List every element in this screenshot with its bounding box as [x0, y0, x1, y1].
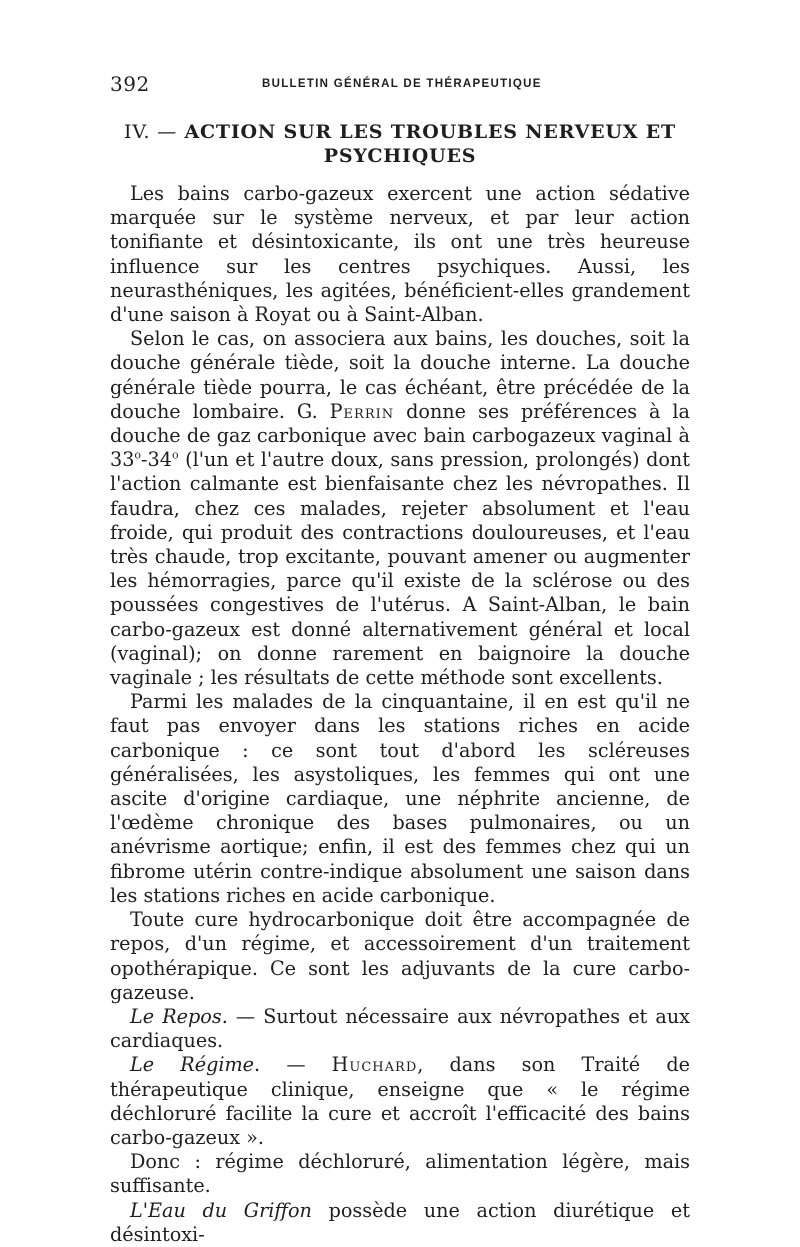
- running-header: [110, 72, 690, 100]
- paragraph-6: [110, 1053, 690, 1150]
- paragraph-7: Donc : régime déchloruré, alimentation légère, mais suffisante.: [110, 1150, 690, 1198]
- paragraph-1: Les bains carbo-gazeux exercent une action sédative marquée sur le système nerveux, et par leur action tonifiante et désintoxicante, ils ont une très heureuse influence sur les centres psychiques. Aussi, les neurasthéniques, les agitées, bénéficient-elles grandement d'une saison à Royat ou à Saint-Alban.: [110, 182, 690, 327]
- regime-text: , dans son Traité de thérapeutique clinique, enseigne que « le régime déchloruré facilite la cure et accroît l'efficacité des bains carbo-gazeux ».: [110, 1053, 690, 1149]
- regime-label: Le Régime.: [130, 1053, 261, 1077]
- page-number: 392: [110, 72, 150, 96]
- paragraph-2: [110, 327, 690, 690]
- degree-mark: o: [171, 448, 179, 462]
- section-title: ACTION SUR LES TROUBLES NERVEUX ET PSYCHIQUES: [184, 121, 676, 167]
- section-heading: [110, 120, 690, 168]
- repos-text: — Surtout nécessaire aux névropathes et aux cardiaques.: [110, 1004, 690, 1053]
- paragraph-4: Toute cure hydrocarbonique doit être accompagnée de repos, d'un régime, et accessoirement d'un traitement opothérapique. Ce sont les adjuvants de la cure carbo-gazeuse.: [110, 908, 690, 1004]
- paragraph-5: [110, 1005, 690, 1053]
- body-text: [110, 182, 690, 1247]
- regime-dash: —: [286, 1053, 306, 1077]
- degree-mark: o: [134, 448, 142, 462]
- paragraph-3: Parmi les malades de la cinquantaine, il en est qu'il ne faut pas envoyer dans les stations riches en acide carbonique : ce sont tout d'abord les scléreuses généralisées, les asystoliques, les femmes qui ont une ascite d'origine cardiaque, une néphrite ancienne, de l'œdème chronique des bases pulmonaires, ou un anévrisme aortique; enfin, il est des femmes chez qui un fibrome utérin contre-indique absolument une saison dans les stations riches en acide carbonique.: [110, 690, 690, 907]
- paragraph-2-part-c: -34: [141, 448, 172, 472]
- author-huchard: Huchard: [331, 1053, 418, 1077]
- paragraph-2-part-a: Selon le cas, on associera aux bains, les douches, soit la douche générale tiède, soit la douche interne. La douche générale tiède pourra, le cas échéant, être précédée de la douche lombaire. G.: [110, 327, 690, 423]
- griffon-text: possède une action diurétique et désintoxi-: [110, 1198, 690, 1246]
- paragraph-2-part-d: (l'un et l'autre doux, sans pression, prolongés) dont l'action calmante est bienfaisante chez les névropathes. Il faudra, chez ces malades, rejeter absolument et l'eau froide, qui produit des contractions douloureuses, et l'eau très chaude, trop excitante, pouvant amener ou augmenter les hémorragies, parce qu'il existe de la sclérose ou des poussées congestives de l'utérus. A Saint-Alban, le bain carbo-gazeux est donné alternativement général et local (vaginal); on donne rarement en baignoire la douche vaginale ; les résultats de cette méthode sont excellents.: [110, 448, 690, 690]
- repos-label: Le Repos.: [130, 1004, 228, 1028]
- document-page: [110, 72, 690, 1247]
- griffon-label: L'Eau du Griffon: [130, 1198, 312, 1222]
- paragraph-8: [110, 1199, 690, 1247]
- paragraph-2-part-b: donne ses préférences à la douche de gaz carbonique avec bain carbogazeux vaginal à 33: [110, 399, 690, 472]
- journal-title: BULLETIN GÉNÉRAL DE THÉRAPEUTIQUE: [262, 78, 542, 90]
- author-perrin: Perrin: [329, 399, 395, 423]
- section-numeral: IV. —: [124, 121, 178, 143]
